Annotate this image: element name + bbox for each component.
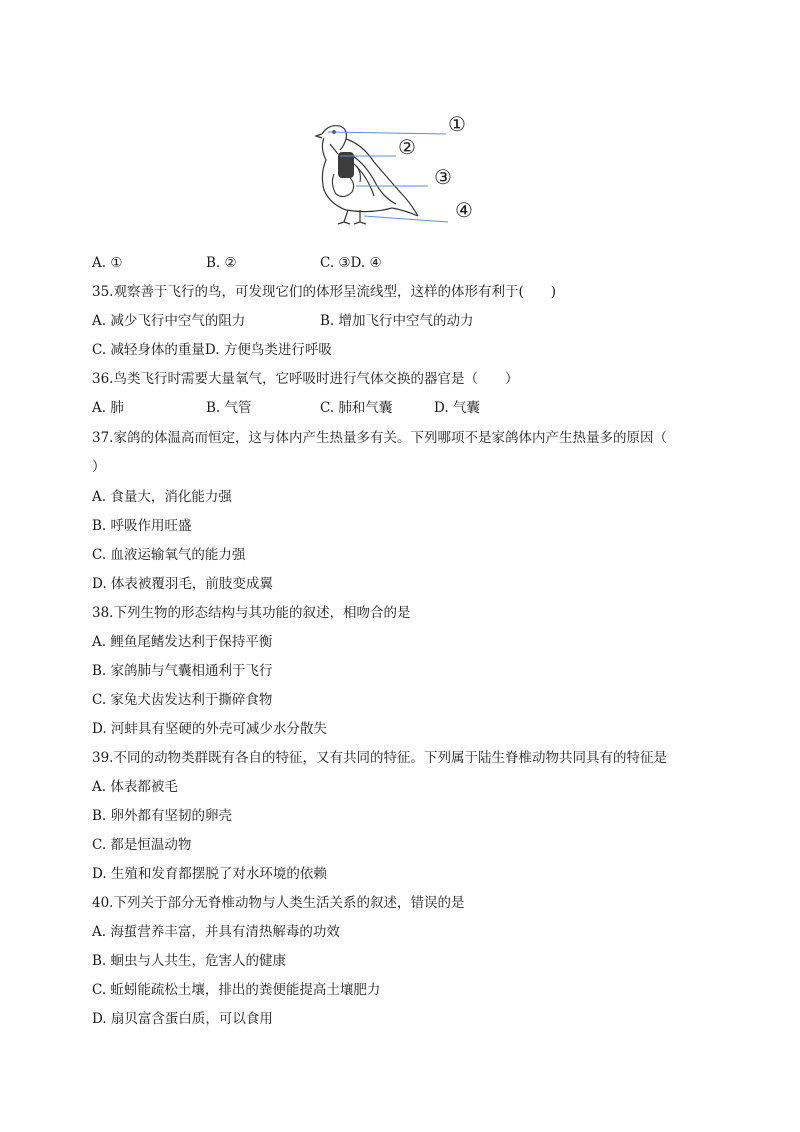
q36-stem: 36.鸟类飞行时需要大量氧气，它呼吸时进行气体交换的器官是（ ） [92,371,519,387]
q34-option-a: A. ① [92,255,123,271]
q40-option-d: D. 扇贝富含蛋白质，可以食用 [92,1011,273,1027]
q38-option-d: D. 河蚌具有坚硬的外壳可减少水分散失 [92,721,327,737]
q35-option-a: A. 减少飞行中空气的阻力 [92,313,246,329]
marker-4: ④ [455,198,473,222]
marker-2: ② [398,135,416,159]
q37-stem-line2: ） [92,459,106,475]
q36-option-b: B. 气管 [206,400,252,416]
q39-option-a: A. 体表都被毛 [92,779,178,795]
marker-3: ③ [434,165,452,189]
q37-option-b: B. 呼吸作用旺盛 [92,518,192,534]
q38-option-b: B. 家鸽肺与气囊相通利于飞行 [92,663,273,679]
q37-option-d: D. 体表被覆羽毛，前肢变成翼 [92,576,273,592]
q35-option-b: B. 增加飞行中空气的动力 [320,313,474,329]
q37-option-c: C. 血液运输氧气的能力强 [92,547,246,563]
q39-option-c: C. 都是恒温动物 [92,837,192,853]
q40-option-c: C. 蚯蚓能疏松土壤，排出的粪便能提高土壤肥力 [92,982,381,998]
q34-option-b: B. ② [206,255,237,271]
q38-stem: 38.下列生物的形态结构与其功能的叙述，相吻合的是 [92,605,411,621]
q40-option-a: A. 海蜇营养丰富，并具有清热解毒的功效 [92,924,340,940]
q39-option-b: B. 卵外都有坚韧的卵壳 [92,808,233,824]
q35-stem: 35.观察善于飞行的鸟，可发现它们的体形呈流线型，这样的体形有利于( ) [92,284,557,300]
q36-option-d: D. 气囊 [434,400,480,416]
q36-option-a: A. 肺 [92,400,124,416]
q40-stem: 40.下列关于部分无脊椎动物与人类生活关系的叙述，错误的是 [92,895,465,911]
bird-diagram [300,104,500,230]
q34-option-cd: C. ③D. ④ [320,255,382,271]
q39-stem: 39.不同的动物类群既有各自的特征，又有共同的特征。下列属于陆生脊椎动物共同具有的特征是 [92,750,667,766]
q36-option-c: C. 肺和气囊 [320,400,393,416]
q40-option-b: B. 蛔虫与人共生，危害人的健康 [92,953,287,969]
q35-option-cd: C. 减轻身体的重量D. 方便鸟类进行呼吸 [92,342,332,358]
q38-option-c: C. 家兔犬齿发达利于撕碎食物 [92,692,273,708]
q39-option-d: D. 生殖和发育都摆脱了对水环境的依赖 [92,866,327,882]
q38-option-a: A. 鲤鱼尾鳍发达利于保持平衡 [92,634,273,650]
lung-organ [330,144,360,197]
marker-1: ① [448,112,466,136]
q37-option-a: A. 食量大，消化能力强 [92,489,232,505]
leader-line-4 [364,216,448,222]
q37-stem-line1: 37.家鸽的体温高而恒定，这与体内产生热量多有关。下列哪项不是家鸽体内产生热量多的原因（ [92,430,667,446]
